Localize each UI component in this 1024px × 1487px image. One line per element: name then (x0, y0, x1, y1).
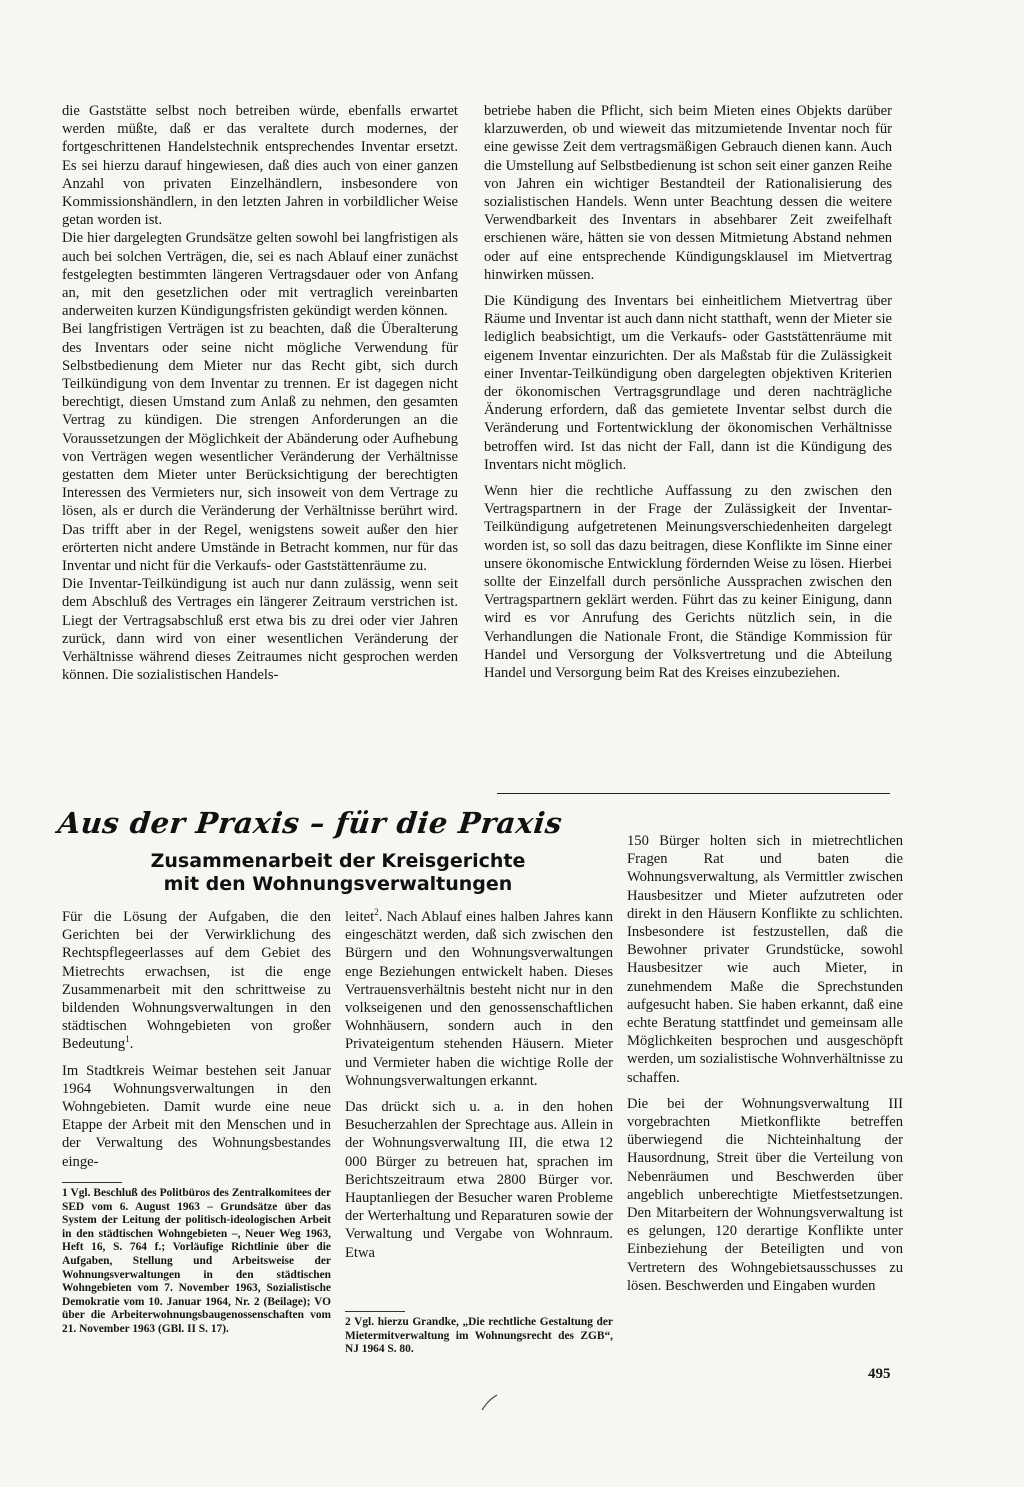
footnote-2: 2 Vgl. hierzu Grandke, „Die rechtliche Gestaltung der Mietermitverwaltung im Wohnungsrecht des ZGB“, NJ 1964 S. 80. (345, 1316, 613, 1356)
article-column-1 (62, 908, 331, 1171)
top-right-column (484, 102, 892, 682)
footnote-divider (62, 1182, 122, 1183)
article-column-2 (345, 908, 613, 1262)
paragraph: Die Kündigung des Inventars bei einheitlichem Mietvertrag über Räume und Inventar ist auch dann nicht statthaft, wenn der Mieter sie lediglich beabsichtigt, um die Verkaufs- oder Gaststättenräume mit eigenem Inventar einzurichten. Der als Maßstab für die Zulässigkeit einer Inventar-Teilkündigung oben dargelegten objektiven Kriterien der ökonomischen Vertragsgrundlage und deren nachträgliche Änderung erfordern, daß das gemietete Inventar selbst durch die Veränderung und Fortentwicklung der ökonomischen Verhältnisse betroffen wird. Ist das nicht der Fall, dann ist die Kündigung des Inventars nicht möglich. (484, 293, 892, 473)
top-left-column (62, 102, 458, 685)
footnote-ref: 2 (374, 907, 379, 918)
page-number: 495 (868, 1366, 891, 1382)
paragraph: Die hier dargelegten Grundsätze gelten sowohl bei langfristigen als auch bei solchen Verträgen, die, sei es nach Ablauf einer zunächst festgelegten bestimmten längeren Vertragsdauer oder von Anfang an, mit den gesetzlichen oder mit vertraglich vereinbarten anderweiten kurzen Kündigungsfristen gekündigt werden können. (62, 230, 458, 320)
paragraph: die Gaststätte selbst noch betreiben würde, ebenfalls erwartet werden müßte, daß er das veraltete durch modernes, der fortgeschrittenen Handelstechnik entsprechendes Inventar ersetzt. Es sei hierzu darauf hingewiesen, daß dies auch von einer ganzen Anzahl von privaten Einzelhändlern, insbesondere von Kommissionshändlern, in den letzten Jahren in vorbildlicher Weise getan worden ist. (62, 103, 458, 229)
article-column-3 (627, 832, 903, 1295)
footnote-1: 1 Vgl. Beschluß des Politbüros des Zentralkomitees der SED vom 6. August 1963 – Grundsätze über das System der Leitung der politisch-ideologischen Arbeit in den städtischen Wohngebieten –, Neuer Weg 1963, Heft 16, S. 764 f.; Vorläufige Richtlinie über die Aufgaben, Stellung und Arbeitsweise der Wohnungsverwaltungen in den städtischen Wohngebieten vom 7. November 1963, Sozialistische Demokratie vom 10. Januar 1964, Nr. 2 (Beilage); VO über die Arbeiterwohnungsbaugenossenschaften vom 21. November 1963 (GBl. II S. 17). (62, 1187, 331, 1335)
paragraph: Wenn hier die rechtliche Auffassung zu den zwischen den Vertragspartnern in der Frage der Zulässigkeit der Inventar-Teilkündigung aufgetretenen Meinungsverschiedenheiten dargelegt worden ist, so soll das dazu beitragen, diese Konflikte im Sinne einer unsere ökonomische Entwicklung fördernden Weise zu lösen. Hierbei sollte der Einzelfall durch persönliche Aussprachen zwischen den Vertragspartnern geklärt werden. Führt das zu keiner Einigung, dann wird es vor Anrufung des Gerichts nützlich sein, in die Verhandlungen die Nationale Front, die Ständige Kommission für Handel und Versorgung der Volksvertretung und die Abteilung Handel und Versorgung beim Rat des Kreises einzubeziehen. (484, 483, 892, 682)
section-divider (497, 793, 890, 794)
paragraph: 150 Bürger holten sich in mietrechtlichen Fragen Rat und baten die Wohnungsverwaltung, als Vermittler zwischen Hausbesitzer und Mieter aufzutreten oder direkt in den Häusern Konflikte zu schlichten. Insbesondere ist festzustellen, daß die Bewohner privater Grundstücke, sowohl Hausbesitzer wie auch Mieter, in zunehmendem Maße die Sprechstunden aufgesucht haben. Sie haben erkannt, daß eine echte Beratung stattfindet und gemeinsam alle Möglichkeiten besprochen und ausgeschöpft werden, um sozialistische Wohnverhältnisse zu schaffen. (627, 833, 903, 1086)
article-title-line: mit den Wohnungsverwaltungen (163, 873, 513, 895)
paragraph: leitet$^2$. Nach Ablauf eines halben Jahres kann eingeschätzt werden, daß sich zwischen den Bürgern und den Wohnungsverwaltungen enge Beziehungen entwickelt haben. Dieses Vertrauensverhältnis besteht nicht nur in den volkseigenen und den genossenschaftlichen Wohnhäusern, sondern auch in den Privateigentum stehenden Häusern. Mieter und Vermieter haben die wichtige Rolle der Wohnungsverwaltungen erkannt. (345, 907, 613, 1089)
paragraph: Die bei der Wohnungsverwaltung III vorgebrachten Mietkonflikte betreffen überwiegend die Nichteinhaltung der Hausordnung, Streit über die Verteilung von Nebenräumen und Beschwerden über angeblich unberechtigte Mietfestsetzungen. Den Mitarbeitern der Wohnungsverwaltung ist es gelungen, 120 derartige Konflikte unter Einbeziehung der Beteiligten und von Vertretern des Wohngebietsausschusses zu lösen. Beschwerden und Eingaben wurden (627, 1095, 903, 1294)
article-title-line: Zusammenarbeit der Kreisgerichte (150, 850, 526, 872)
paragraph: Die Inventar-Teilkündigung ist auch nur dann zulässig, wenn seit dem Abschluß des Vertrages ein längerer Zeitraum verstrichen ist. Liegt der Vertragsabschluß erst etwa bis zu drei oder vier Jahren zurück, dann wird von einer wesentlichen Veränderung der Verhältnisse während dieses Zeitraumes nicht gesprochen werden können. Die sozialistischen Handels- (62, 576, 458, 684)
paragraph: Für die Lösung der Aufgaben, die den Gerichten bei der Verwirklichung des Rechtspflegeerlasses auf dem Gebiet des Mietrechts erwachsen, ist die enge Zusammenarbeit mit den schrittweise zu bildenden Wohnungsverwaltungen in den städtischen Wohngebieten von großer Bedeutung$^1$. (62, 909, 331, 1053)
footnote-divider (345, 1311, 405, 1312)
footnote-ref: 1 (125, 1034, 130, 1045)
paragraph: Bei langfristigen Verträgen ist zu beachten, daß die Überalterung des Inventars oder seine nicht mögliche Verwendung für Selbstbedienung dem Mieter nur das Recht gibt, sich durch Teilkündigung von dem Inventar zu trennen. Er ist dagegen nicht berechtigt, diesen Umstand zum Anlaß zu nehmen, den gesamten Vertrag zu kündigen. Die strengen Anforderungen an die Voraussetzungen der Möglichkeit der Abänderung oder Aufhebung von Verträgen wegen wesentlicher Veränderung der Verhältnisse gestatten dem Mieter unter Berücksichtigung der berechtigten Interessen des Vermieters nur, sich insoweit von dem Vertrage zu lösen, als er durch die Veränderung der Verhältnisse berührt wird. Das trifft aber in der Regel, wenigstens soweit außer den hier erörterten nicht andere Umstände in Betracht kommen, nur für das Inventar und nicht für die Verkaufs- oder Gaststättenräume zu. (62, 321, 458, 575)
article-title (148, 850, 528, 896)
paragraph: Das drückt sich u. a. in den hohen Besucherzahlen der Sprechtage aus. Allein in der Wohnungsverwaltung III, die etwa 12 000 Bürger zu betreuen hat, sprachen im Berichtszeitraum etwa 2800 Bürger vor. Hauptanliegen der Besucher waren Probleme der Werterhaltung und Reparaturen sowie der Verwaltung und Vergabe von Wohnraum. Etwa (345, 1099, 613, 1261)
section-heading: Aus der Praxis – für die Praxis (56, 806, 564, 840)
paragraph: betriebe haben die Pflicht, sich beim Mieten eines Objekts darüber klarzuwerden, ob und wieweit das mitzumietende Inventar noch für eine gewisse Zeit dem vertragsmäßigen Gebrauch dienen kann. Auch die Umstellung auf Selbstbedienung ist schon seit einer ganzen Reihe von Jahren ein wichtiger Bestandteil der Rationalisierung des sozialistischen Handels. Wenn unter Beachtung dessen die weitere Verwendbarkeit des Inventars in absehbarer Zeit zweifelhaft erschienen wäre, hätten sie von dessen Mitmietung Abstand nehmen oder auf eine entsprechende Kündigungsklausel im Mietvertrag hinwirken müssen. (484, 103, 892, 283)
paragraph: Im Stadtkreis Weimar bestehen seit Januar 1964 Wohnungsverwaltungen in den Wohngebieten. Damit wurde eine neue Etappe der Arbeit mit den Menschen und in der Verwaltung des Wohnungsbestandes einge- (62, 1062, 331, 1170)
pencil-mark-icon (478, 1392, 500, 1412)
